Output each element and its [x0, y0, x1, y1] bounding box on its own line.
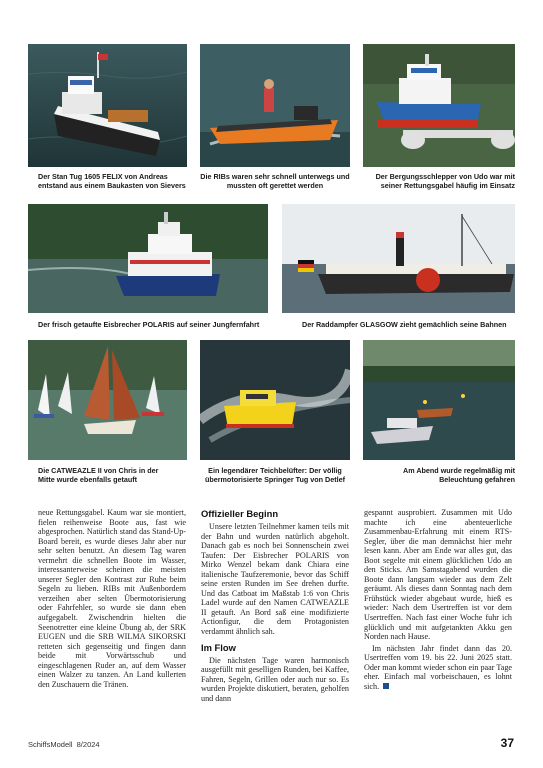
caption-bergungsschlepper: Der Bergungsschlepper von Udo war mit seiner Rettungsgabel häufig im Einsatz	[375, 172, 515, 191]
caption-springer-tug: Ein legendärer Teichbelüfter: Der völlig übermotorisierte Springer Tug von Detlef	[204, 466, 346, 485]
paragraph-taufen: Unsere letzten Teilnehmer kamen teils mit der Bahn und wurden natürlich abgeholt. Danach gab es noch bei Sonnenschein zwei Taufen: Der Eisbrecher POLARIS von Mirko Wenzel bekam dank Chiara eine italienische Taufzeremonie, bevor das Schiff seine ersten Runden im See drehen durfte. Und das Catboat im Maßstab 1:6 von Chris Ladel wurde auf den Namen CATWEAZLE II getauft. An Bord saß eine modifizierte Actionfigur, die dem Protagonisten verdammt ähnlich sah.	[201, 522, 349, 637]
photo-evening-lights	[363, 340, 515, 460]
photo-catweazle	[28, 340, 187, 460]
paragraph-rescue: neue Rettungsgabel. Kaum war sie montiert, fielen reihenweise Boote aus, fast wie abgesprochen. Natürlich stand das Stand-Up-Board bereit, es wurde dieses Jahr aber nur sehr selten benutzt. An diesem Tag waren vermehrt die schnellen Boote im Wasser, interessanterweise scheinen die meisten unserer Segler den Kontrast zur Ruhe beim Segeln zu lieben. RIBs mit Außenbordern verzeihen aber selten Übermotorisierung oder Fahrfehler, so wurde sie dann eben aufgegabelt. Zwischendrin hielten die Seenotretter eine kleine Übung ab, der SRK EUGEN und die SRB WILMA SIKORSKI retteten sich gegenseitig und fingen dann beide mit Vorwärtsschub und eingeschlagenen Ruder an, auf dem Wasser einen Walzer zu tanzen. An Land kullerten den Zuschauern die Tränen.	[38, 508, 186, 689]
issue-number: 8/2024	[76, 740, 100, 749]
caption-catweazle: Die CATWEAZLE II von Chris in der Mitte wurde ebenfalls getauft	[38, 466, 159, 485]
magazine-name: SchiffsModell	[28, 740, 73, 749]
heading-im-flow: Im Flow	[201, 641, 236, 653]
caption-polaris: Der frisch getaufte Eisbrecher POLARIS auf seiner Jungfernfahrt	[38, 320, 260, 329]
caption-evening: Am Abend wurde regelmäßig mit Beleuchtung gefahren	[403, 466, 515, 485]
page-number: 37	[500, 736, 514, 750]
end-mark	[383, 683, 389, 689]
footer-magazine	[28, 740, 100, 749]
paragraph-next-year: Im nächsten Jahr findet dann das 20. Usertreffen vom 19. bis 22. Juni 2025 statt. Oder man kommt wieder schon ein paar Tage eher. Einfach mal vorbeischauen, es lohnt sich.	[364, 643, 512, 691]
caption-ribs: Die RIBs waren sehr schnell unterwegs und mussten oft gerettet werden	[200, 172, 350, 191]
heading-offizieller-beginn: Offizieller Beginn	[201, 508, 279, 519]
article-column-1	[38, 508, 186, 689]
article-column-3	[364, 508, 512, 691]
photo-glasgow	[282, 204, 515, 313]
caption-stan-tug: Der Stan Tug 1605 FELIX von Andreas entstand aus einem Baukasten von Sievers	[38, 172, 186, 191]
photo-polaris	[28, 204, 268, 313]
article-column-2	[201, 508, 349, 703]
photo-bergungsschlepper	[363, 44, 515, 167]
caption-glasgow: Der Raddampfer GLASGOW zieht gemächlich seine Bahnen	[302, 320, 507, 329]
photo-ribs	[200, 44, 350, 167]
photo-stan-tug-felix	[28, 44, 187, 167]
paragraph-rts-segler: gespannt ausprobiert. Zusammen mit Udo machte ich eine abenteuerliche Zusammenbau-Erfahrung mit einem RTS-Segler, über die man demnächst hier mehr lesen kann. Aber am Ende war alles gut, das Boot segelte mit einem glücklichen Udo an den Sticks. Am Samstagabend wurden die Boote dann langsam wieder aus dem Zelt geräumt. Als dieses dann Sonntag nach dem Frühstück wieder abgebaut wurde, hieß es wieder: Nach dem Usertreffen ist vor dem Usertreffen. Nach fast einer Woche fuhr ich glücklich und mit aufgetankten Akku gen Norden nach Hause.	[364, 508, 512, 642]
photo-springer-tug	[200, 340, 350, 460]
paragraph-flow: Die nächsten Tage waren harmonisch ausgefüllt mit geselligen Runden, bei Kaffee, Fahren, Segeln, Grillen oder auch nur so. Es wurden Projekte diskutiert, beraten, geholfen und dann	[201, 655, 349, 703]
